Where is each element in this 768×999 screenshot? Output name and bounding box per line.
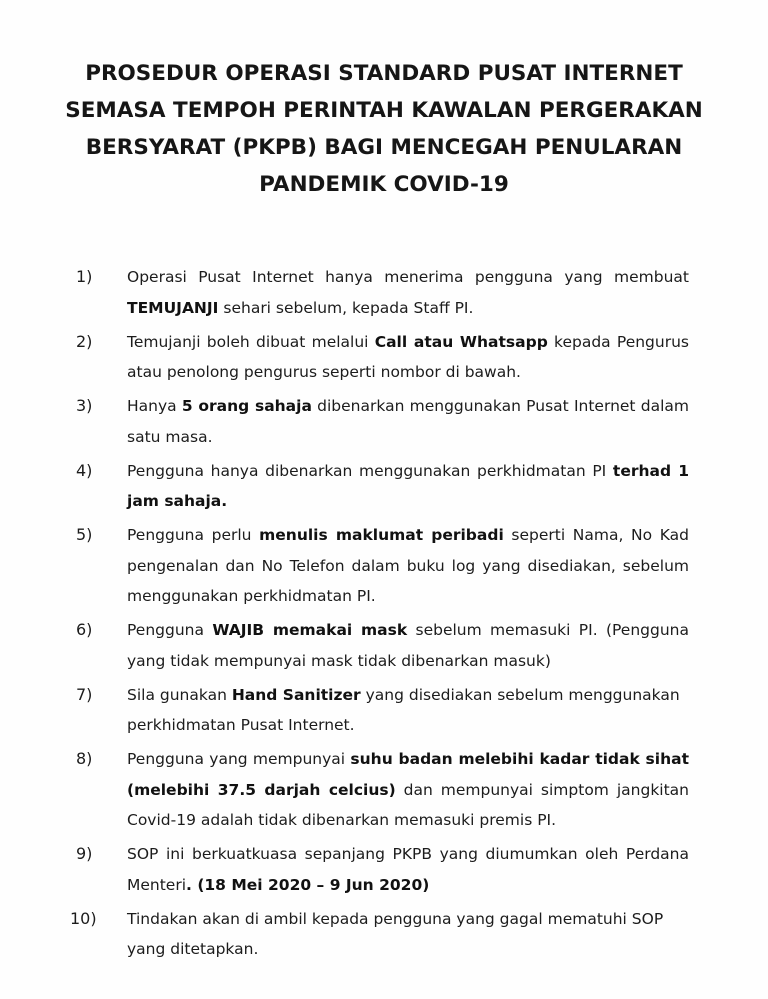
list-item-text <box>127 904 689 965</box>
title-line: SEMASA TEMPOH PERINTAH KAWALAN PERGERAKAN <box>65 98 703 123</box>
text-run: Pengguna yang mempunyai <box>127 750 351 768</box>
list-item-number: 5) <box>76 525 93 544</box>
text-run: sehari sebelum, kepada Staff PI. <box>218 298 474 317</box>
procedure-list <box>0 262 768 968</box>
text-run: Temujanji boleh dibuat melalui <box>127 332 375 351</box>
list-item-text <box>127 615 689 676</box>
list-item-number: 9) <box>76 844 93 863</box>
text-run: seperti Nama, No Kad pengenalan dan No Telefon dalam buku log yang disediakan, sebelum menggunakan perkhidmatan PI. <box>127 526 689 605</box>
text-run: dan mempunyai simptom jangkitan Covid-19 adalah tidak dibenarkan memasuki premis PI. <box>127 780 689 829</box>
title-line: PROSEDUR OPERASI STANDARD PUSAT INTERNET <box>85 61 683 86</box>
list-item-number: 10) <box>70 908 97 928</box>
list-item-number: 3) <box>76 396 93 415</box>
list-item-number: 7) <box>76 684 93 704</box>
list-item-number: 6) <box>76 620 93 639</box>
text-run: Pengguna <box>127 621 213 639</box>
list-item <box>0 456 768 517</box>
list-item-text <box>127 839 689 900</box>
bold-text: Call atau Whatsapp <box>374 332 548 351</box>
text-run: Tindakan akan di ambil kepada pengguna yang gagal mematuhi SOP yang ditetapkan. <box>127 909 664 958</box>
text-run: SOP ini berkuatkuasa sepanjang PKPB yang diumumkan oleh Perdana Menteri <box>127 845 689 894</box>
text-run: Pengguna hanya dibenarkan menggunakan perkhidmatan PI <box>127 461 613 480</box>
bold-text: terhad 1 jam sahaja. <box>127 461 689 510</box>
list-item-text <box>127 744 689 836</box>
text-run: yang disediakan sebelum menggunakan perkhidmatan Pusat Internet. <box>127 685 680 734</box>
document-title <box>30 55 738 203</box>
title-line: PANDEMIK COVID-19 <box>259 172 509 197</box>
list-item <box>0 839 768 900</box>
bold-text: Hand Sanitizer <box>231 685 361 704</box>
bold-text: 5 orang sahaja <box>181 397 312 415</box>
list-item-number: 8) <box>76 749 93 768</box>
list-item <box>0 904 768 965</box>
list-item <box>0 391 768 452</box>
text-run: sebelum memasuki PI. (Pengguna yang tidak mempunyai mask tidak dibenarkan masuk) <box>127 621 689 670</box>
bold-text: TEMUJANJI <box>127 298 219 317</box>
list-item-number: 1) <box>76 267 93 286</box>
text-run: Pengguna perlu <box>127 526 260 544</box>
list-item-text <box>127 262 689 323</box>
list-item <box>0 744 768 836</box>
list-item-text <box>127 456 689 517</box>
bold-text: suhu badan melebihi kadar tidak sihat (melebihi 37.5 darjah celcius) <box>127 750 689 799</box>
list-item-text <box>127 520 689 612</box>
list-item-text <box>127 680 689 741</box>
text-run: Operasi Pusat Internet hanya menerima pengguna yang membuat <box>127 268 689 286</box>
list-item <box>0 327 768 388</box>
list-item-text <box>127 391 689 452</box>
list-item <box>0 520 768 612</box>
bold-text: menulis maklumat peribadi <box>259 526 504 544</box>
text-run: dibenarkan menggunakan Pusat Internet dalam satu masa. <box>127 397 689 446</box>
list-item <box>0 615 768 676</box>
text-run: Sila gunakan <box>127 685 232 704</box>
list-item <box>0 680 768 741</box>
text-run: kepada Pengurus atau penolong pengurus seperti nombor di bawah. <box>127 332 689 381</box>
list-item <box>0 262 768 323</box>
list-item-number: 2) <box>76 331 93 351</box>
bold-text: WAJIB memakai mask <box>212 621 408 639</box>
bold-text: . (18 Mei 2020 – 9 Jun 2020) <box>186 875 430 894</box>
title-line: BERSYARAT (PKPB) BAGI MENCEGAH PENULARAN <box>85 135 683 160</box>
list-item-number: 4) <box>76 460 93 480</box>
text-run: Hanya <box>127 397 182 415</box>
list-item-text <box>127 327 689 388</box>
